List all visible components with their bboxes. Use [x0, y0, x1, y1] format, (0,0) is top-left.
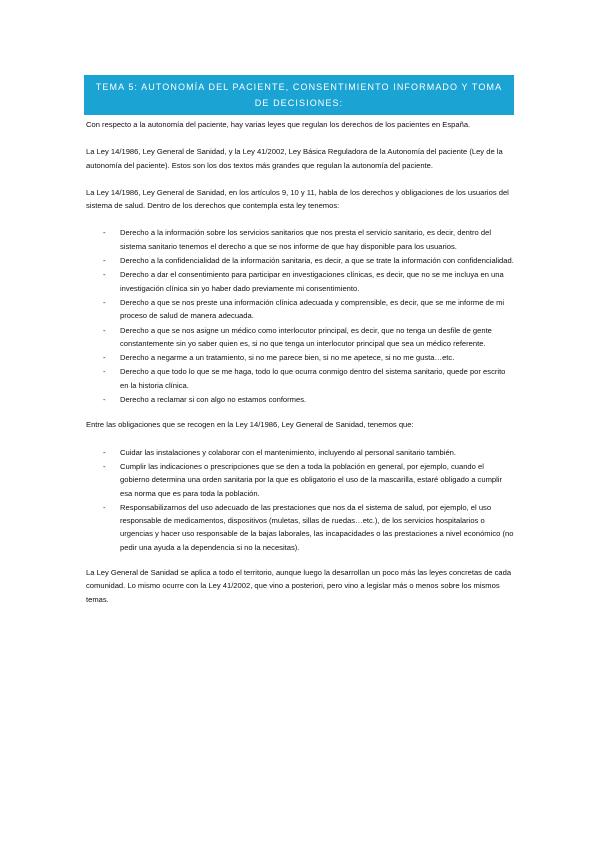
list-item	[86, 268, 514, 295]
bullet-dash: -	[103, 353, 106, 363]
list-item	[86, 254, 514, 267]
list-item	[86, 351, 514, 364]
list-item-text: Cumplir las indicaciones o prescripciones que se den a toda la población en general, por ejemplo, cuando el gobierno determina una orden sanitaria por la que es obligatorio el uso de la mascarilla, estaré obligado a cumplir esa norma que es para toda la población.	[120, 461, 503, 498]
list-item	[86, 460, 514, 500]
bullet-dash: -	[103, 367, 106, 377]
list-item-text: Responsabilizarnos del uso adecuado de las prestaciones que nos da el sistema de salud, por ejemplo, el uso responsable de medicamentos, dispositivos (muletas, sillas de ruedas…etc.), de los servicios hospitalarios o urgencias y hacer uso responsable de la bajas laborales, las incapacidades o las prestaciones a nivel económico (no pedir una ayuda a la dependencia si no la necesitas).	[120, 502, 514, 552]
obligations-list	[86, 446, 514, 554]
bullet-dash: -	[103, 502, 106, 512]
list-item-text: Derecho a que se nos preste una información clínica adecuada y comprensible, es decir, que se me informe de mi proceso de salud de manera adecuada.	[120, 297, 505, 321]
intro-paragraph-2: La Ley 14/1986, Ley General de Sanidad, y la Ley 41/2002, Ley Básica Reguladora de la Autonomía del paciente (Ley de la autonomía del paciente). Estos son los dos textos más grandes que regulan la autonomía del paciente.	[86, 147, 503, 170]
rights-list	[86, 226, 514, 406]
document-body	[86, 118, 514, 620]
list-item-text: Derecho a que se nos asigne un médico como interlocutor principal, es decir, que no tenga un desfile de gente constantemente sin yo saber quien es, si no que tenga un interlocutor principal que sea un médico referente.	[120, 325, 492, 348]
list-item-text: Derecho a que todo lo que se me haga, todo lo que ocurra conmigo dentro del sistema sanitario, quede por escrito en la historia clínica.	[120, 367, 506, 390]
bullet-dash: -	[103, 395, 106, 405]
obligations-intro: Entre las obligaciones que se recogen en la Ley 14/1986, Ley General de Sanidad, tenemos que:	[86, 420, 414, 430]
list-item-text: Derecho a la confidencialidad de la información sanitaria, es decir, a que se trate la información con confidencialidad.	[120, 256, 514, 266]
bullet-dash: -	[103, 325, 106, 335]
list-item-text: Cuidar las instalaciones y colaborar con el mantenimiento, incluyendo al personal sanitario también.	[120, 447, 456, 457]
list-item-text: Derecho a la información sobre los servicios sanitarios que nos presta el servicio sanitario, es decir, dentro del sistema sanitario tenemos el derecho a que se nos informe de que hay disponible para los usuarios.	[120, 228, 492, 251]
closing-paragraph: La Ley General de Sanidad se aplica a todo el territorio, aunque luego la desarrollan un poco más las leyes concretas de cada comunidad. Lo mismo ocurre con la Ley 41/2002, que vino a posteriori, pero vino a legislar más o menos sobre los mismos temas.	[86, 568, 512, 604]
intro-paragraph-1: Con respecto a la autonomía del paciente, hay varias leyes que regulan los derechos de los pacientes en España.	[86, 120, 471, 129]
intro-paragraph-3: La Ley 14/1986, Ley General de Sanidad, en los artículos 9, 10 y 11, habla de los derechos y obligaciones de los usuarios del sistema de salud. Dentro de los derechos que contempla esta ley tenemos:	[86, 187, 509, 211]
list-item	[86, 501, 514, 554]
list-item	[86, 446, 514, 459]
bullet-dash: -	[103, 256, 106, 266]
bullet-dash: -	[103, 270, 106, 280]
section-title: TEMA 5: AUTONOMÍA DEL PACIENTE, CONSENTIMIENTO INFORMADO Y TOMA DE DECISIONES:	[95, 82, 503, 108]
bullet-dash: -	[103, 447, 106, 457]
bullet-dash: -	[103, 297, 106, 307]
section-title-banner	[84, 75, 514, 115]
list-item	[86, 324, 514, 351]
bullet-dash: -	[103, 461, 106, 471]
list-item	[86, 365, 514, 392]
list-item-text: Derecho a dar el consentimiento para participar en investigaciones clínicas, es decir, que no se me incluya en una investigación clínica sin yo haber dado previamente mi consentimiento.	[120, 270, 504, 293]
list-item-text: Derecho a reclamar si con algo no estamos conformes.	[120, 395, 307, 405]
list-item	[86, 393, 514, 406]
list-item	[86, 296, 514, 323]
list-item-text: Derecho a negarme a un tratamiento, si no me parece bien, si no me apetece, si no me gusta…etc.	[120, 353, 455, 363]
list-item	[86, 226, 514, 253]
bullet-dash: -	[103, 228, 106, 238]
